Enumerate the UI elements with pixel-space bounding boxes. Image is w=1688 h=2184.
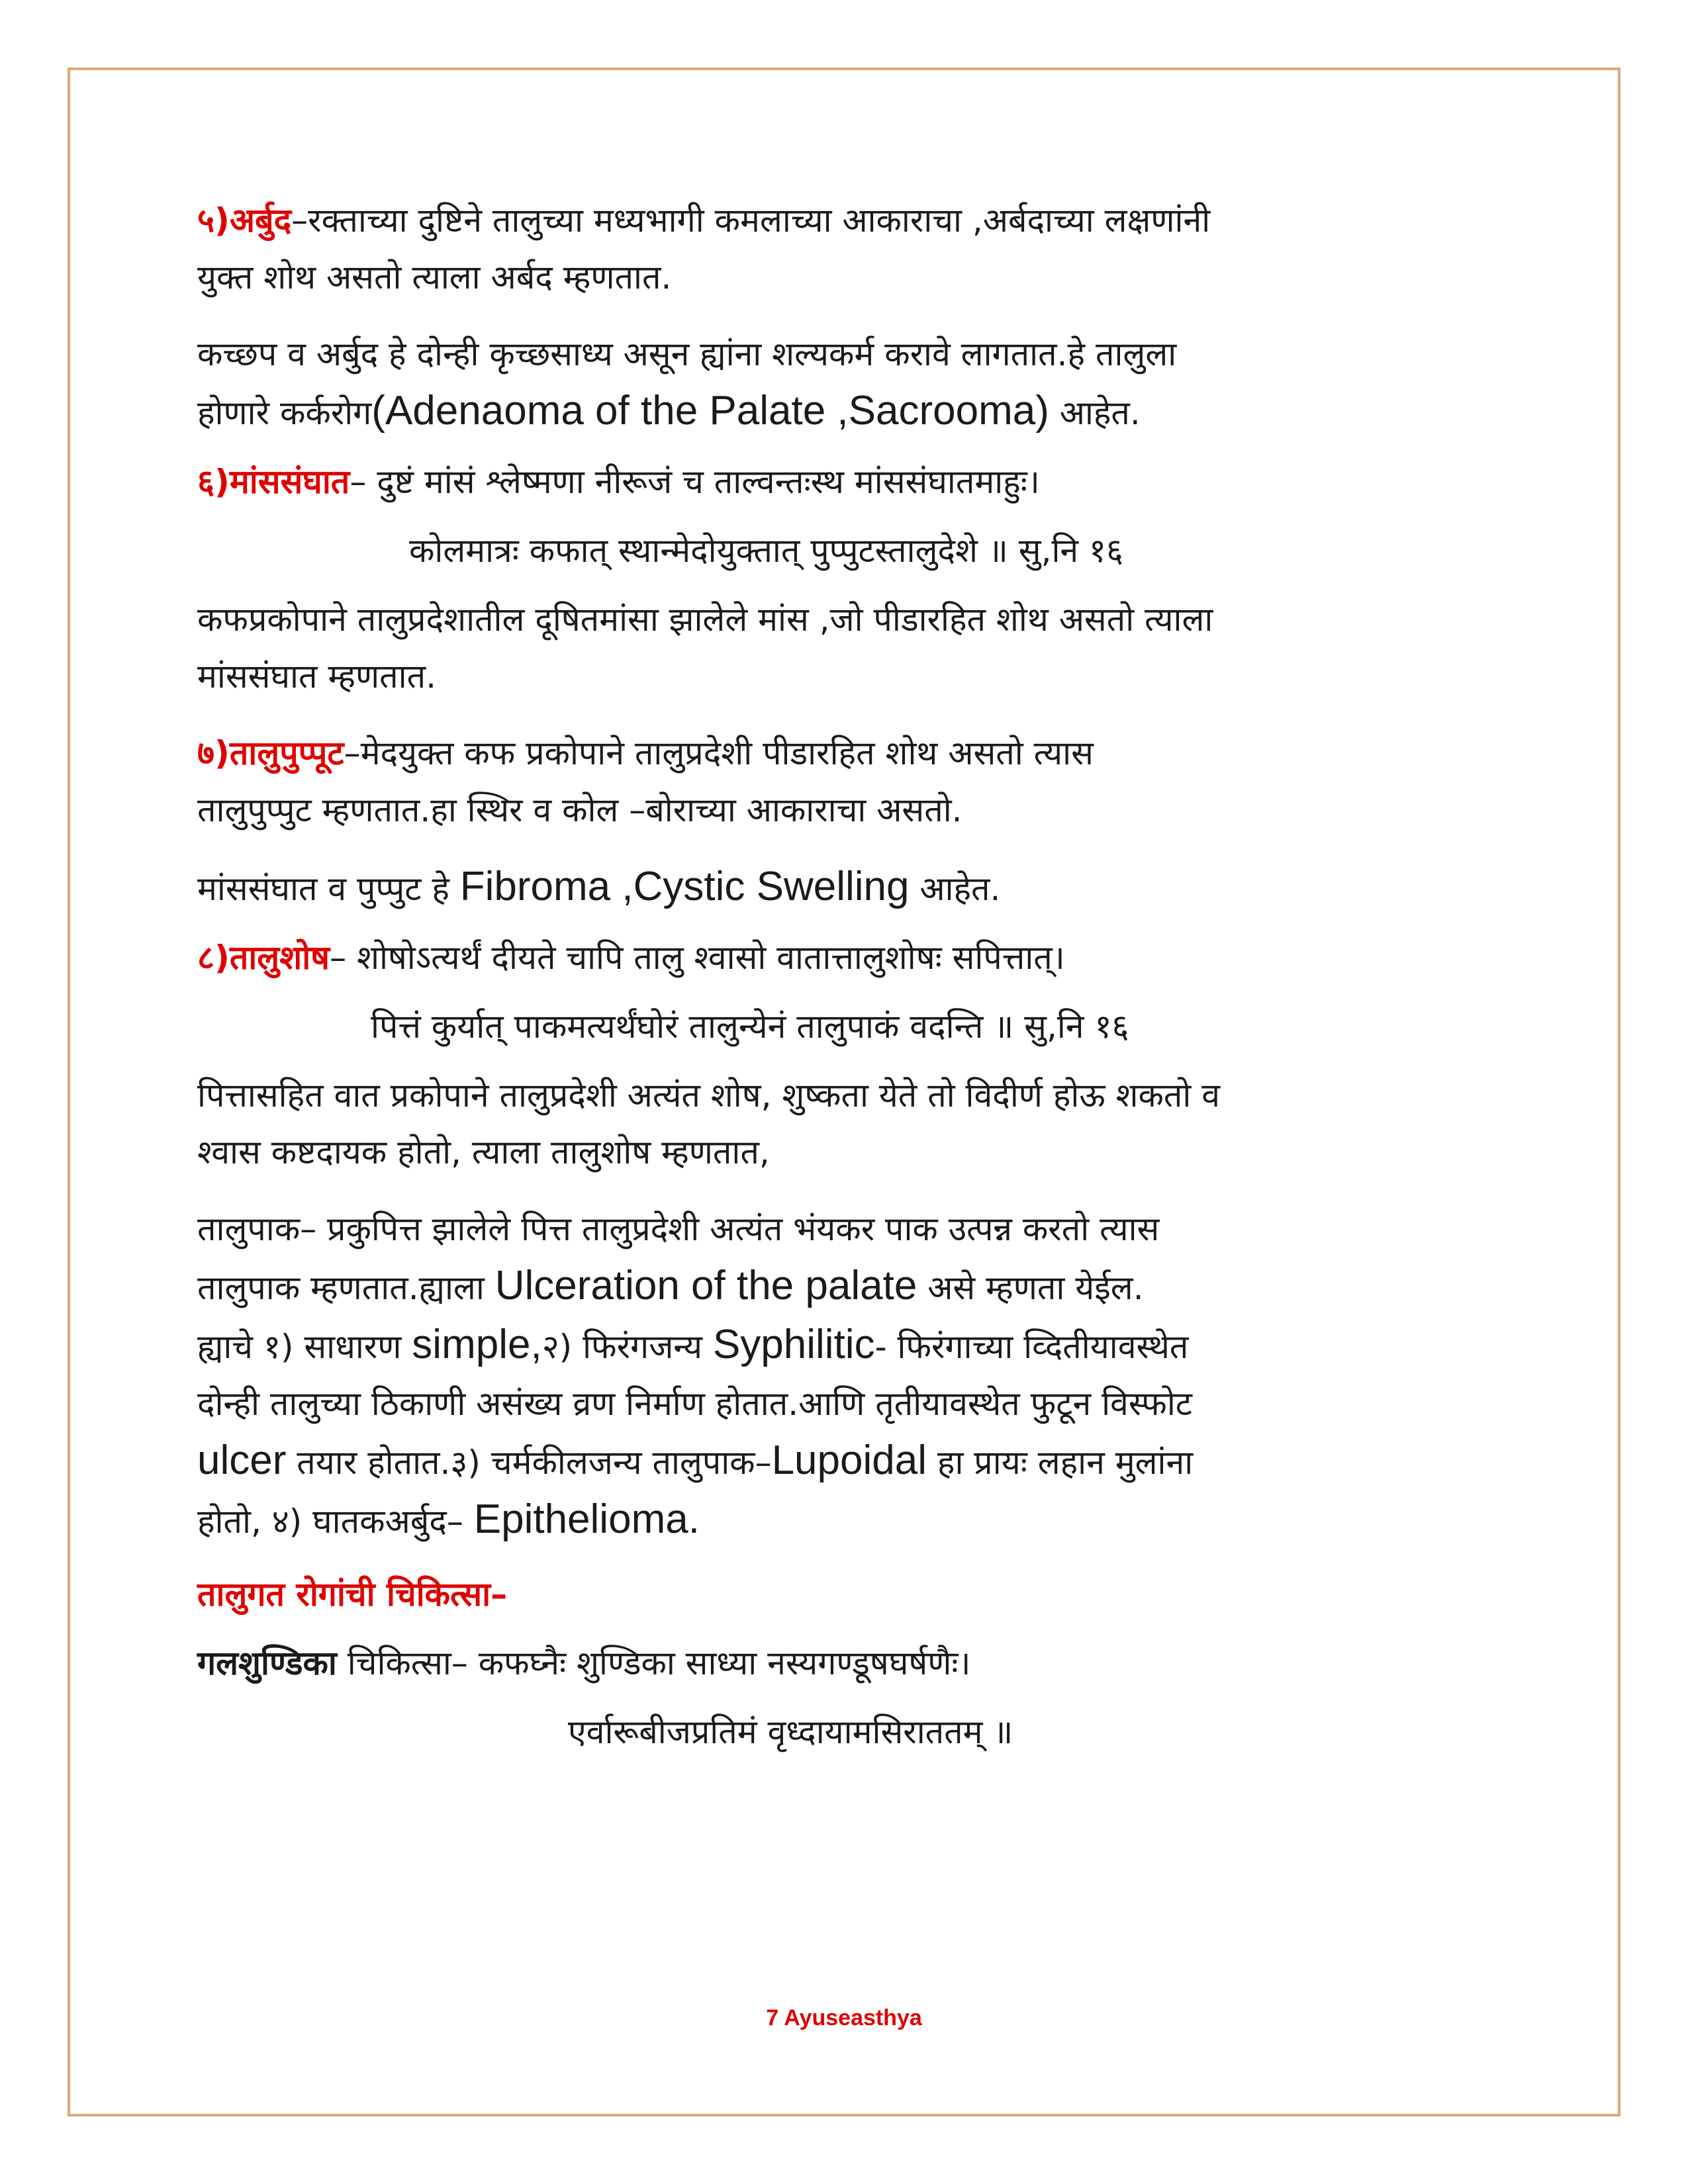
s6-verse: कोलमात्रः कफात् स्थान्मेदोयुक्तात् पुप्पुटस्तालुदेशे ॥ सु,नि १६ — [409, 531, 1124, 570]
paka-l3-e: - फिरंगाच्या व्दितीयावस्थेत — [874, 1328, 1189, 1366]
s6-title: ६)मांससंघात — [197, 463, 350, 501]
paka-l2-english: Ulceration of the palate — [494, 1263, 917, 1308]
s7-note-c: आहेत. — [909, 870, 1001, 908]
document-body — [197, 192, 1495, 1760]
s8-explain2: श्वास कष्टदायक होतो, त्याला तालुशोष म्हणतात, — [197, 1133, 770, 1171]
s5-title: ५)अर्बुद — [197, 201, 292, 240]
treatment-subline — [197, 1635, 1495, 1692]
treatment-sub-rest: चिकित्सा– कफघ्नैः शुण्डिका साध्या नस्यगण्डूषघर्षणैः। — [336, 1644, 971, 1682]
s6-line1 — [197, 453, 1495, 510]
paka-l2-a: तालुपाक म्हणतात.ह्याला — [197, 1269, 495, 1307]
paka-line3 — [197, 1316, 1495, 1375]
s8-verse: पित्तं कुर्यात् पाकमत्यर्थंघोरं तालुन्येनं तालुपाकं वदन्ति ॥ सु,नि १६ — [371, 1007, 1129, 1046]
note5-english: (Adenaoma of the Palate ,Sacrooma) — [371, 388, 1049, 433]
note5-text-a: होणारे कर्करोग — [197, 394, 372, 432]
treatment-verse: एर्वारूबीजप्रतिमं वृध्दायामसिराततम् ॥ — [568, 1713, 1013, 1751]
s7-text: –मेदयुक्त कफ प्रकोपाने तालुप्रदेशी पीडारहित शोथ असतो त्यास — [344, 734, 1094, 772]
s8-title: ८)तालुशोष — [197, 938, 330, 977]
s5-line1 — [197, 192, 1495, 249]
paka-l5-ulcer: ulcer — [197, 1437, 287, 1483]
s8-explain1: पित्तासहित वात प्रकोपाने तालुप्रदेशी अत्यंत शोष, शुष्कता येते तो विदीर्ण होऊ शकतो व — [197, 1076, 1221, 1115]
paka-l3-simple: simple, — [412, 1322, 542, 1367]
paka-l3-a: ह्याचे १) साधारण — [197, 1328, 412, 1366]
s7-line2: तालुपुप्पुट म्हणतात.हा स्थिर व कोल –बोराच्या आकाराचा असतो. — [197, 791, 962, 829]
paka-l5-b: तयार होतात.३) चर्मकीलजन्य तालुपाक– — [286, 1443, 772, 1482]
paka-line4: दोन्ही तालुच्या ठिकाणी असंख्य व्रण निर्माण होतात.आणि तृतीयावस्थेत फुटून विस्फोट — [197, 1385, 1192, 1423]
s6-explain2: मांससंघात म्हणतात. — [197, 657, 436, 696]
paka-l3-c: २) फिरंगजन्य — [541, 1328, 713, 1366]
paka-line2 — [197, 1257, 1495, 1316]
s5-text: –रक्ताच्या दुष्टिने तालुच्या मध्यभागी कमलाच्या आकाराचा ,अर्बदाच्या लक्षणांनी — [291, 201, 1211, 240]
s7-note-english: Fibroma ,Cystic Swelling — [459, 864, 910, 909]
s8-text: – शोषोऽत्यर्थं दीयते चापि तालु श्वासो वातात्तालुशोषः सपित्तात्। — [330, 938, 1065, 977]
note5-line2 — [197, 383, 1495, 441]
note5-text-c: आहेत. — [1049, 394, 1141, 432]
s7-note-a: मांससंघात व पुप्पुट हे — [197, 870, 460, 908]
paka-l5-lupoidal: Lupoidal — [771, 1437, 927, 1483]
paka-l2-c: असे म्हणता येईल. — [917, 1269, 1144, 1307]
paka-l6-epithelioma: Epithelioma. — [473, 1496, 700, 1542]
s7-line1 — [197, 725, 1495, 782]
paka-l3-syphilitic: Syphilitic — [712, 1322, 875, 1367]
page-footer: 7 Ayuseasthya — [766, 2005, 922, 2030]
treatment-heading: तालुगत रोगांची चिकित्सा– — [197, 1575, 508, 1614]
s8-line1 — [197, 929, 1495, 986]
treatment-sub-bold: गलशुण्डिका — [197, 1644, 337, 1682]
paka-line6 — [197, 1491, 1495, 1550]
paka-l6-a: होतो, ४) घातकअर्बुद– — [197, 1502, 474, 1541]
s7-note — [197, 858, 1495, 917]
paka-line1: तालुपाक– प्रकुपित्त झालेले पित्त तालुप्रदेशी अत्यंत भंयकर पाक उत्पन्न करतो त्यास — [197, 1210, 1160, 1248]
s5-line2: युक्त शोथ असतो त्याला अर्बद म्हणतात. — [197, 258, 672, 296]
s6-explain1: कफप्रकोपाने तालुप्रदेशातील दूषितमांसा झालेले मांस ,जो पीडारहित शोथ असतो त्याला — [197, 600, 1213, 639]
s6-text: – दुष्टं मांसं श्लेष्मणा नीरूजं च ताल्वन्तःस्थ मांससंघातमाहुः। — [350, 463, 1040, 501]
note5-line1: कच्छप व अर्बुद हे दोन्ही कृच्छसाध्य असून ह्यांना शल्यकर्म करावे लागतात.हे तालुला — [197, 335, 1177, 373]
paka-line5 — [197, 1432, 1495, 1491]
paka-l5-d: हा प्रायः लहान मुलांना — [927, 1443, 1194, 1482]
s7-title: ७)तालुपुप्पूट — [197, 734, 344, 772]
